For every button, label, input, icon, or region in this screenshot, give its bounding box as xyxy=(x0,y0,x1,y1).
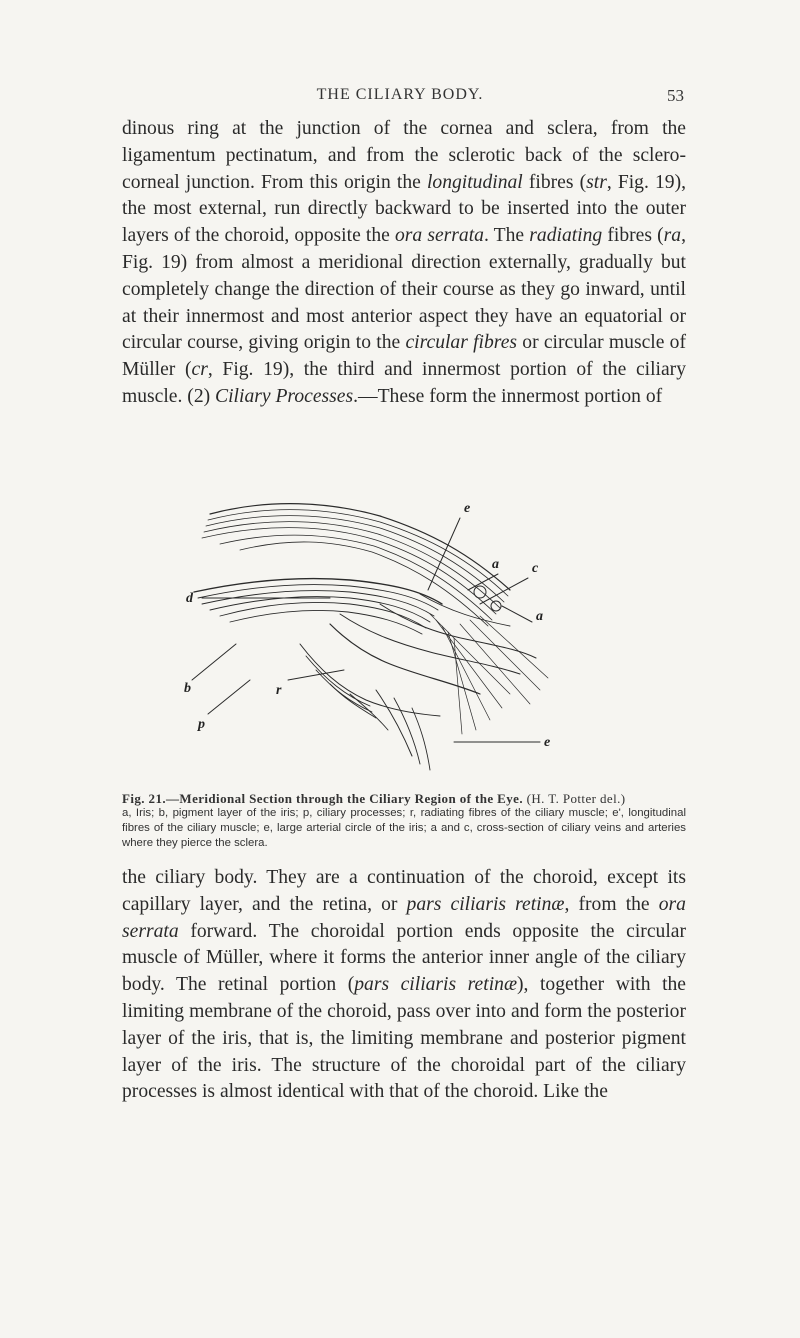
ciliary-region-illustration xyxy=(180,494,620,784)
figure-label-a: a xyxy=(492,557,499,572)
running-title: THE CILIARY BODY. xyxy=(316,86,484,103)
figure-label-p: p xyxy=(198,717,205,732)
figure-label-d: d xyxy=(186,591,193,606)
figure-label-e: e xyxy=(464,501,471,516)
figure-label-b: b xyxy=(184,681,191,696)
page-number: 53 xyxy=(667,86,684,105)
caption-figure-label: Fig. 21.—Meridional Section through the Ciliary Region of the Eye. xyxy=(122,791,523,806)
figure-label-c: c xyxy=(532,561,539,576)
paragraph-2-text: the ciliary body. They are a continuation of the choroid, except its capillary layer, and the retina, or pars ciliaris retinæ, from the ora serrata forward. The choroidal portion ends opposite the circular muscle of Müller, where it forms the anterior inner angle of the ciliary body. The retinal portion (pars ciliaris retinæ), together with the limiting membrane of the choroid, pass over into and form the posterior layer of the iris, that is, the limiting membrane and posterior pigment layer of the iris. The structure of the choroidal part of the ciliary processes is almost identical with that of the choroid. Like the xyxy=(122,867,687,1103)
figure-caption xyxy=(122,791,686,851)
figure-label-a2: a xyxy=(536,609,543,624)
figure-label-r: r xyxy=(276,683,282,698)
paragraph-2 xyxy=(122,865,686,1106)
caption-body: a, Iris; b, pigment layer of the iris; p, ciliary processes; r, radiating fibres of the ciliary muscle; e', longitudinal fibres of the ciliary muscle; e, large arterial circle of the iris; a and c, cross-section of ciliary veins and arteries where they pierce the sclera. xyxy=(122,807,686,849)
paragraph-1-text: dinous ring at the junction of the cornea and sclera, from the ligamentum pectinatum, and from the sclerotic back of the sclero-corneal junction. From this origin the longitudinal fibres (str, Fig. 19), the most external, run directly backward to be inserted into the outer layers of the choroid, opposite the ora serrata. The radiating fibres (ra, Fig. 19) from almost a meridional direction externally, gradually but completely change the direction of their course as they go inward, until at their innermost and most anterior aspect they have an equatorial or circular course, giving origin to the circular fibres or circular muscle of Müller (cr, Fig. 19), the third and innermost portion of the ciliary muscle. (2) Ciliary Processes.—These form the innermost portion of xyxy=(122,118,687,407)
caption-credit: (H. T. Potter del.) xyxy=(522,791,626,806)
running-head xyxy=(120,86,684,110)
caption-title xyxy=(122,791,686,806)
figure-label-e2: e xyxy=(544,735,551,750)
paragraph-1 xyxy=(122,116,686,411)
